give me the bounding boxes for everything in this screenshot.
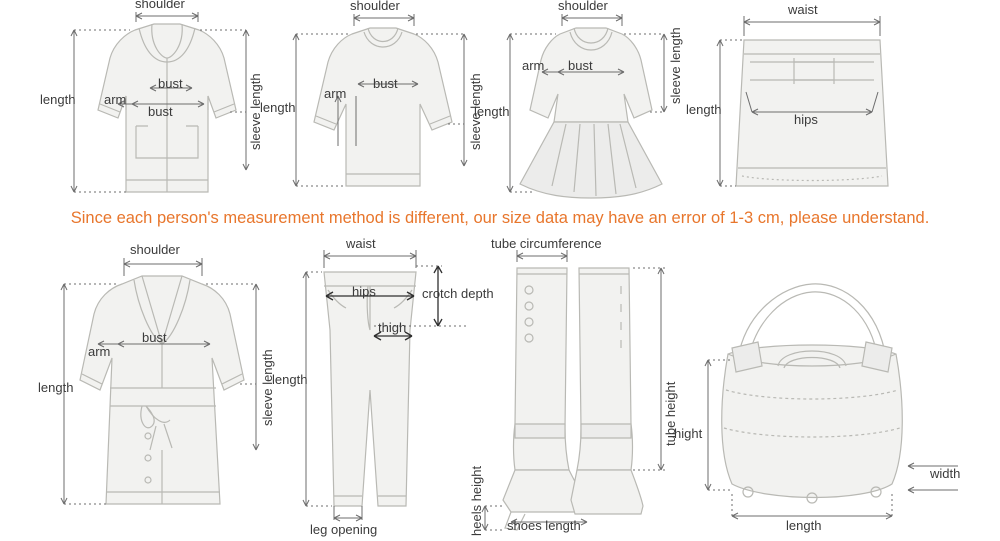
- label-length: length: [38, 380, 74, 395]
- figure-long-sleeve-top: [260, 0, 490, 205]
- label-shoes-length: shoes length: [507, 518, 581, 533]
- label-arm: arm: [324, 86, 347, 101]
- label-bust-lower: bust: [148, 104, 173, 119]
- label-hips: hips: [794, 112, 818, 127]
- measurement-note: Since each person's measurement method is different, our size data may have an error of 1-3 cm, please understand.: [70, 209, 930, 227]
- label-sleeve-length: sleeve length: [248, 73, 263, 150]
- label-hips: hips: [352, 284, 376, 299]
- label-length: length: [686, 102, 722, 117]
- label-hight: hight: [674, 426, 703, 441]
- label-shoulder: shoulder: [130, 242, 180, 257]
- label-arm: arm: [104, 92, 127, 107]
- label-sleeve-length: sleeve length: [260, 349, 275, 426]
- figure-trench-coat: [30, 240, 280, 540]
- label-bust: bust: [568, 58, 593, 73]
- label-waist: waist: [346, 236, 376, 251]
- label-bust-upper: bust: [158, 76, 183, 91]
- figure-handbag: [674, 250, 986, 540]
- label-heels-height: heels height: [469, 465, 484, 536]
- label-width: width: [930, 466, 961, 481]
- label-tube-height: tube height: [663, 381, 678, 446]
- label-bust: bust: [142, 330, 167, 345]
- label-shoulder: shoulder: [135, 0, 185, 11]
- figure-boots: [455, 238, 690, 540]
- label-arm: arm: [522, 58, 545, 73]
- label-length: length: [40, 92, 76, 107]
- label-length: length: [786, 518, 822, 533]
- label-sleeve-length: sleeve length: [668, 27, 683, 104]
- label-arm: arm: [88, 344, 111, 359]
- label-crotch-depth: crotch depth: [422, 286, 494, 301]
- figure-hooded-jacket: [40, 0, 270, 205]
- label-length: length: [272, 372, 308, 387]
- label-bust: bust: [373, 76, 398, 91]
- figure-dress: [474, 0, 704, 205]
- label-shoulder: shoulder: [350, 0, 400, 13]
- label-shoulder: shoulder: [558, 0, 608, 13]
- label-waist: waist: [788, 2, 818, 17]
- label-tube-circumference: tube circumference: [491, 236, 602, 251]
- label-leg-opening: leg opening: [310, 522, 378, 537]
- figure-skirt: [686, 0, 952, 205]
- label-length: length: [474, 104, 510, 119]
- label-sleeve-length: sleeve length: [468, 73, 483, 150]
- label-length: length: [260, 100, 296, 115]
- label-thigh: thigh: [378, 320, 407, 335]
